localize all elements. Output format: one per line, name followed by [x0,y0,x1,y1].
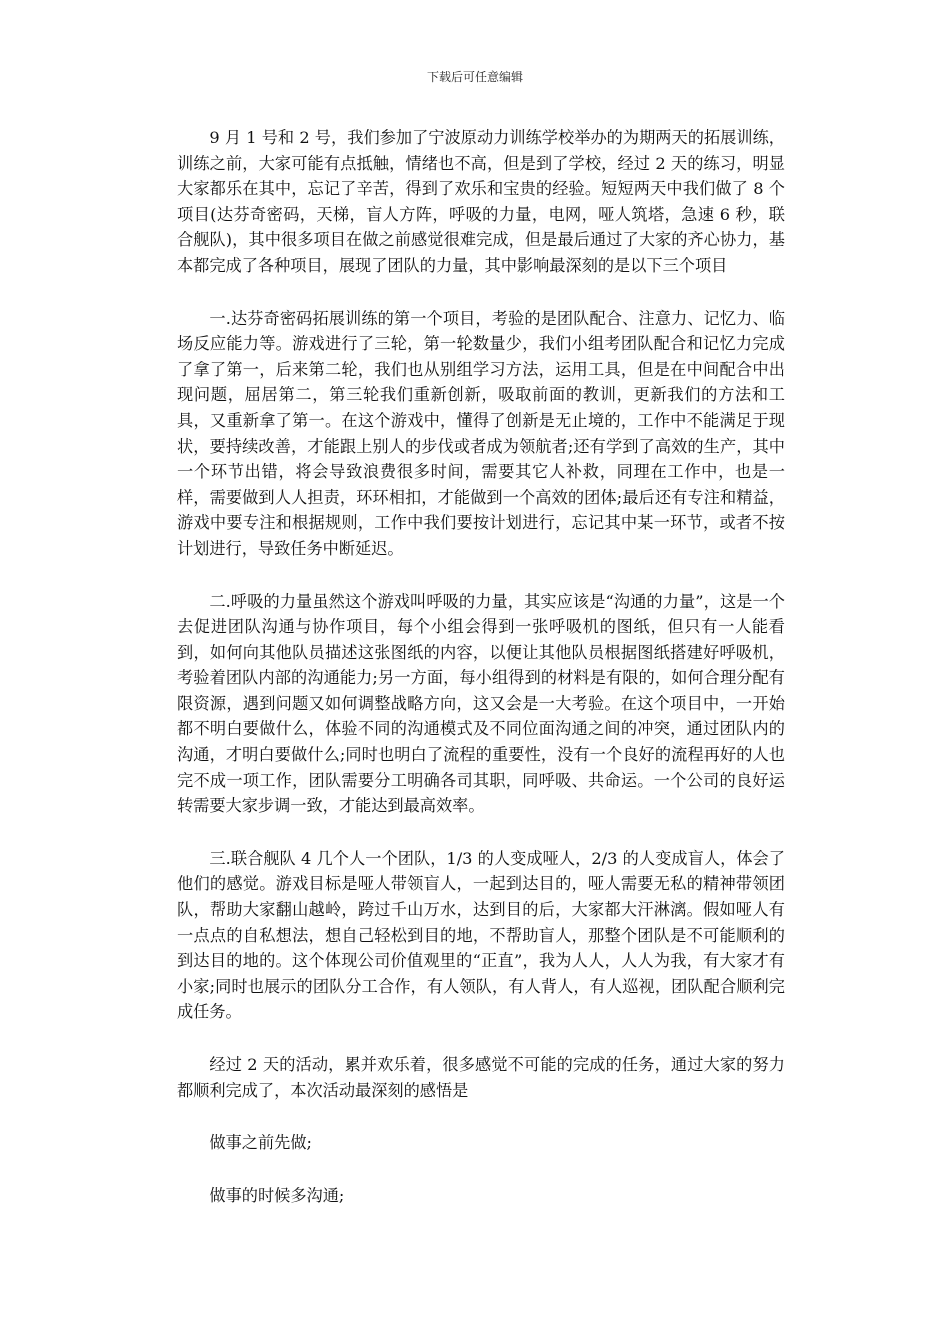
paragraph-insight-2: 做事的时候多沟通; [209,1185,345,1205]
paragraph-section-2: 二.呼吸的力量虽然这个游戏叫呼吸的力量，其实应该是“沟通的力量”，这是一个去促进团队沟通与协作项目，每个小组会得到一张呼吸机的图纸，但只有一人能看到，如何向其他队员描述这张图纸的内容，以便让其他队员根据图纸搭建好呼吸机，考验着团队内部的沟通能力;另一方面，每小组得到的材料是有限的，如何合理分配有限资源，遇到问题又如何调整战略方向，这又会是一大考验。在这个项目中，一开始都不明白要做什么，体验不同的沟通模式及不同位面沟通之间的冲突，通过团队内的沟通，才明白要做什么;同时也明白了流程的重要性，没有一个良好的流程再好的人也完不成一项工作，团队需要分工明确各司其职，同呼吸、共命运。一个公司的良好运转需要大家步调一致，才能达到最高效率。 [177,591,785,816]
paragraph-section-1: 一.达芬奇密码拓展训练的第一个项目，考验的是团队配合、注意力、记忆力、临场反应能力等。游戏进行了三轮，第一轮数量少，我们小组考团队配合和记忆力完成了拿了第一，后来第二轮，我们也从别组学习方法，运用工具，但是在中间配合中出现问题，屈居第二，第三轮我们重新创新，吸取前面的教训，更新我们的方法和工具，又重新拿了第一。在这个游戏中，懂得了创新是无止境的，工作中不能满足于现状，要持续改善，才能跟上别人的步伐或者成为领航者;还有学到了高效的生产，其中一个环节出错，将会导致浪费很多时间，需要其它人补救，同理在工作中，也是一样，需要做到人人担责，环环相扣，才能做到一个高效的团体;最后还有专注和精益，游戏中要专注和根据规则，工作中我们要按计划进行，忘记其中某一环节，或者不按计划进行，导致任务中断延迟。 [177,308,785,558]
paragraph-summary: 经过 2 天的活动，累并欢乐着，很多感觉不可能的完成的任务，通过大家的努力都顺利完成了，本次活动最深刻的感悟是 [177,1055,785,1100]
document-body [177,125,785,1235]
paragraph-intro: 9 月 1 号和 2 号，我们参加了宁波原动力训练学校举办的为期两天的拓展训练，训练之前，大家可能有点抵触，情绪也不高，但是到了学校，经过 2 天的练习，明显大家都乐在其中，忘记了辛苦，得到了欢乐和宝贵的经验。短短两天中我们做了 8 个项目(达芬奇密码，天梯，盲人方阵，呼吸的力量，电网，哑人筑塔，急速 6 秒，联合舰队)，其中很多项目在做之前感觉很难完成，但是最后通过了大家的齐心协力，基本都完成了各种项目，展现了团队的力量，其中影响最深刻的是以下三个项目 [177,128,785,275]
page-header: 下载后可任意编辑 [426,70,523,84]
paragraph-insight-1: 做事之前先做; [209,1133,312,1153]
paragraph-section-3: 三.联合舰队 4 几个人一个团队，1/3 的人变成哑人，2/3 的人变成盲人，体会了他们的感觉。游戏目标是哑人带领盲人，一起到达目的，哑人需要无私的精神带领团队，帮助大家翻山越岭，跨过千山万水，达到目的后，大家都大汗淋漓。假如哑人有一点点的自私想法，想自己轻松到目的地，不帮助盲人，那整个团队是不可能顺利的到达目的地的。这个体现公司价值观里的“正直”，我为人人，人人为我，有大家才有小家;同时也展示的团队分工合作，有人领队，有人背人，有人巡视，团队配合顺利完成任务。 [177,848,785,1022]
